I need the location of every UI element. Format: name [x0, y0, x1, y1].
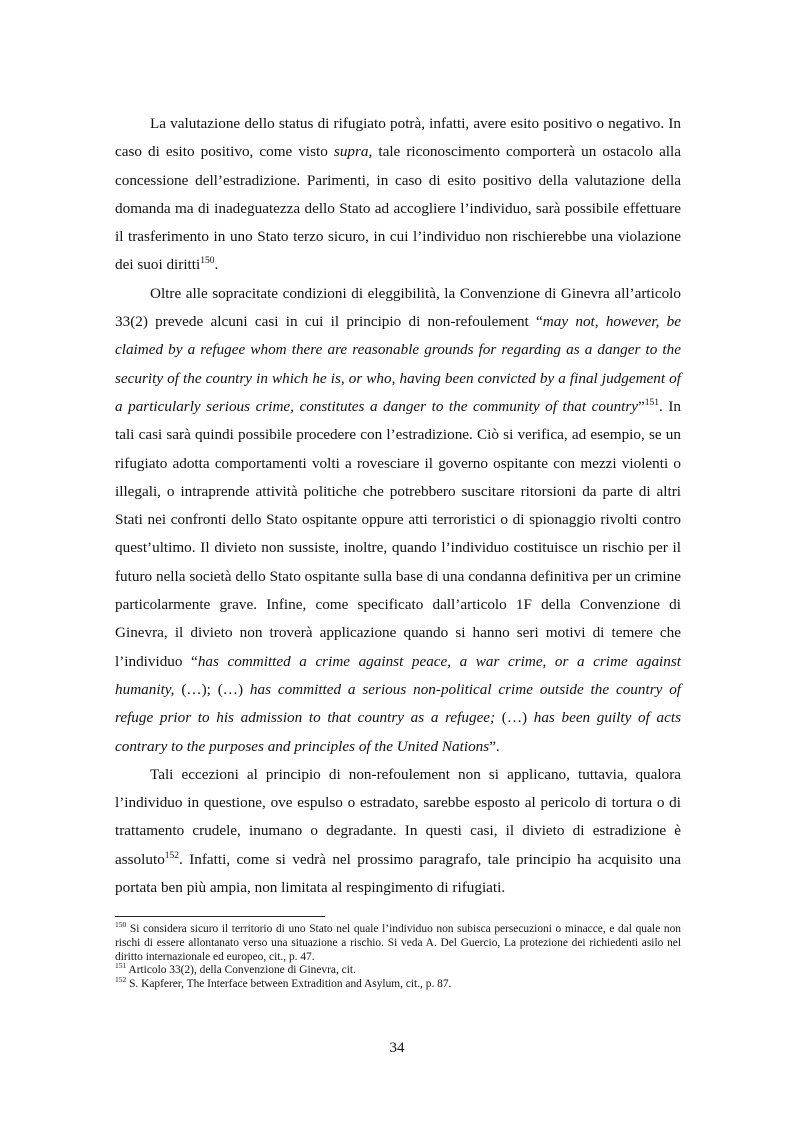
footnote-text: S. Kapferer, The Interface between Extradition and Asylum, cit., p. 87.	[126, 977, 452, 990]
footnote-text: Articolo 33(2), della Convenzione di Ginevra, cit.	[126, 964, 356, 977]
footnote-number: 151	[115, 961, 127, 971]
text-segment: tale riconoscimento comporterà un ostacolo alla concessione dell’estradizione. Parimenti, in caso di esito positivo della valutazione della domanda ma di inadeguatezza dello Stato ad accogliere l’individuo, sarà possibile effettuare il trasferimento in uno Stato terzo sicuro, in cui l’individuo non rischierebbe una violazione dei suoi diritti	[115, 143, 681, 274]
footnote-150	[115, 920, 681, 964]
body-text	[115, 110, 681, 902]
page-number: 34	[389, 1040, 405, 1056]
document-page	[115, 110, 681, 991]
text-segment: (…)	[501, 709, 528, 727]
text-segment: Oltre alle sopracitate condizioni di eleggibilità, la Convenzione di Ginevra all’articolo 33(2) prevede alcuni casi in cui il principio di non-refoulement “	[115, 284, 681, 331]
footnote-152	[115, 974, 681, 992]
footnote-151	[115, 961, 681, 978]
text-segment: (…); (…)	[181, 680, 244, 698]
footnote-reference: 151	[644, 397, 660, 408]
text-segment: . In tali casi sarà quindi possibile procedere con l’estradizione. Ciò si verifica, ad esempio, se un rifugiato adotta comportamenti volti a rovesciare il governo ospitante con mezzi violenti o illegali, o intraprende attività politiche che potrebbero suscitare ritorsioni da parte di altri Stati nei confronti dello Stato ospitante oppure atti terroristici o di spionaggio rivolti contro quest’ultimo. Il divieto non sussiste, inoltre, quando l’individuo costituisce un rischio per il futuro nella società dello Stato ospitante sulla base di una condanna definitiva per un crimine particolarmente grave. Infine, come specificato dall’articolo 1F della Convenzione di Ginevra, il divieto non troverà applicazione quando si hanno seri motivi di temere che l’individuo “	[115, 397, 681, 670]
footnotes	[115, 920, 681, 991]
italic-text: has committed a serious non-political crime outside the country of refuge prior to his admission to that country as a refugee;	[115, 680, 682, 727]
text-segment: La valutazione dello status di rifugiato potrà, infatti, avere esito positivo o negativo. In caso di esito positivo, come visto	[115, 115, 681, 161]
italic-text: has committed a crime against peace, a war crime, or a crime against humanity,	[115, 652, 681, 698]
text-segment: ”.	[489, 737, 500, 755]
text-segment: .	[214, 256, 219, 274]
paragraph-3	[115, 761, 681, 902]
footnote-separator	[115, 916, 325, 917]
footnote-number: 150	[115, 920, 127, 930]
text-segment: Tali eccezioni al principio di non-refoulement non si applicano, tuttavia, qualora l’individuo in questione, ove espulso o estradato, sarebbe esposto al pericolo di tortura o di trattamento crudele, inumano o degradante. In questi casi, il divieto di estradizione è assoluto	[115, 765, 681, 868]
paragraph-2	[115, 280, 681, 761]
text-segment: ”	[638, 397, 645, 415]
italic-text: may not, however, be claimed by a refugee whom there are reasonable grounds for regarding as a danger to the security of the country in which he is, or who, having been convicted by a final judgement of a particularly serious crime, constitutes a danger to the community of that country	[115, 313, 681, 415]
italic-text: has been guilty of acts contrary to the purposes and principles of the United Nations	[115, 709, 681, 755]
italic-text: supra,	[333, 143, 373, 161]
text-segment: . Infatti, come si vedrà nel prossimo paragrafo, tale principio ha acquisito una portata ben più ampia, non limitata al respingimento di rifugiati.	[115, 850, 681, 897]
footnote-text: Si considera sicuro il territorio di uno Stato nel quale l’individuo non subisca persecuzioni o minacce, e dal quale non rischi di essere allontanato verso una situazione a rischio. Si veda A. Del Guercio, La protezione dei richiedenti asilo nel diritto internazionale ed europeo, cit., p. 47.	[115, 923, 681, 963]
footnote-reference: 150	[200, 256, 215, 267]
footnote-reference: 152	[164, 850, 180, 861]
paragraph-1	[115, 110, 681, 280]
footnote-number: 152	[115, 974, 127, 984]
